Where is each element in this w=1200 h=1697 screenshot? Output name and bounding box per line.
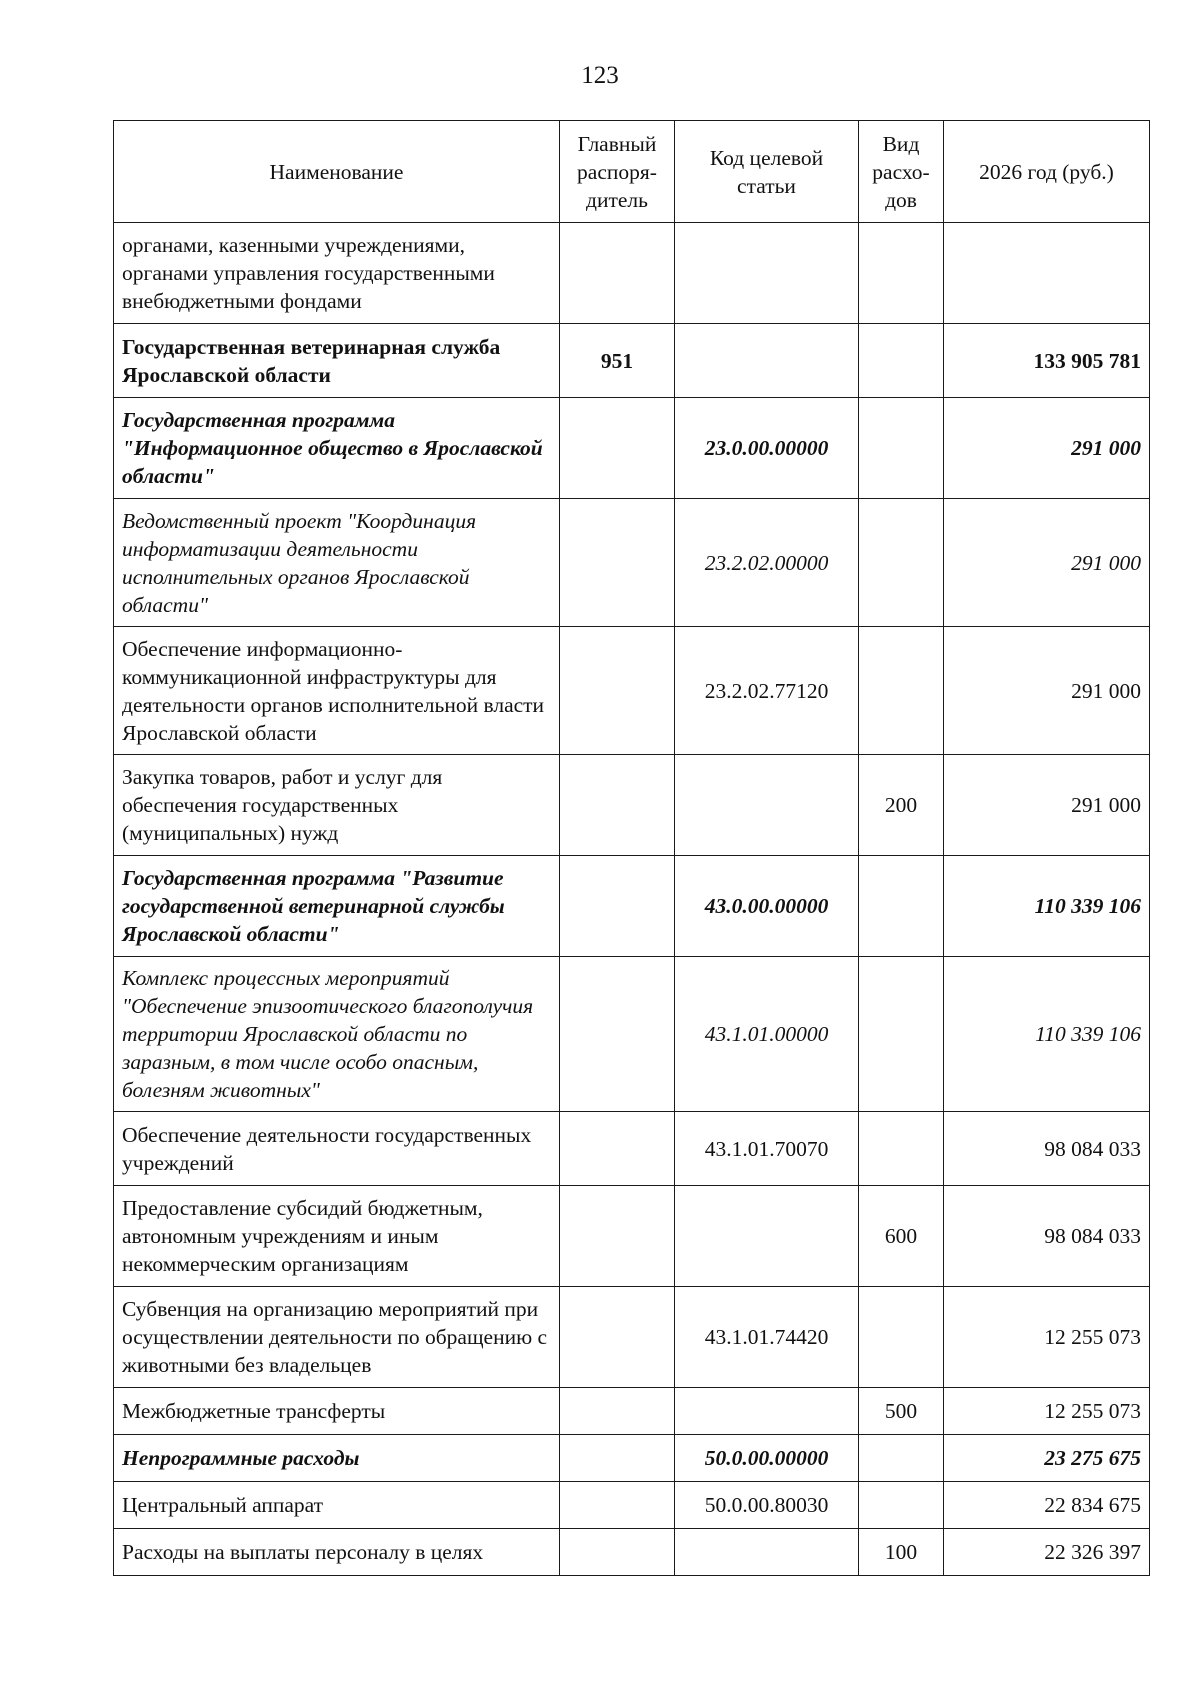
cell-dept: [560, 1435, 675, 1482]
cell-name: Ведомственный проект "Координация информатизации деятельности исполнительных органов Ярославской области": [114, 499, 560, 627]
cell-name: Государственная программа "Информационное общество в Ярославской области": [114, 398, 560, 499]
cell-dept: [560, 1186, 675, 1287]
table-row: [114, 856, 1150, 957]
cell-type: [859, 627, 944, 755]
cell-code: 43.1.01.00000: [675, 957, 859, 1112]
budget-table: [113, 120, 1150, 1576]
cell-code: 23.2.02.00000: [675, 499, 859, 627]
cell-amount: 291 000: [944, 499, 1150, 627]
cell-amount: 23 275 675: [944, 1435, 1150, 1482]
cell-type: [859, 1287, 944, 1388]
cell-amount: 12 255 073: [944, 1287, 1150, 1388]
table-row: [114, 1529, 1150, 1576]
cell-dept: [560, 1112, 675, 1186]
page-number: 123: [581, 62, 619, 89]
cell-name: Закупка товаров, работ и услуг для обеспечения государственных (муниципальных) нужд: [114, 755, 560, 856]
cell-amount: 98 084 033: [944, 1186, 1150, 1287]
cell-amount: 291 000: [944, 627, 1150, 755]
cell-name: Обеспечение информационно-коммуникационной инфраструктуры для деятельности органов исполнительной власти Ярославской области: [114, 627, 560, 755]
cell-code: 50.0.00.00000: [675, 1435, 859, 1482]
cell-code: [675, 1529, 859, 1576]
cell-name: Государственная программа "Развитие государственной ветеринарной службы Ярославской области": [114, 856, 560, 957]
cell-type: [859, 957, 944, 1112]
cell-name: Субвенция на организацию мероприятий при осуществлении деятельности по обращению с животными без владельцев: [114, 1287, 560, 1388]
table-row: [114, 1388, 1150, 1435]
cell-code: [675, 755, 859, 856]
cell-name: Комплекс процессных мероприятий "Обеспечение эпизоотического благополучия территории Ярославской области по заразным, в том числе особо опасным, болезням животных": [114, 957, 560, 1112]
cell-type: 500: [859, 1388, 944, 1435]
cell-type: 100: [859, 1529, 944, 1576]
cell-amount: 22 834 675: [944, 1482, 1150, 1529]
table-row: [114, 1186, 1150, 1287]
table-header-row: [114, 121, 1150, 223]
cell-code: [675, 1388, 859, 1435]
cell-code: 43.0.00.00000: [675, 856, 859, 957]
cell-type: [859, 324, 944, 398]
header-dept: Главный распоря-дитель: [560, 121, 675, 223]
cell-name: Государственная ветеринарная служба Ярославской области: [114, 324, 560, 398]
cell-type: [859, 1112, 944, 1186]
cell-name: Обеспечение деятельности государственных учреждений: [114, 1112, 560, 1186]
cell-name: Расходы на выплаты персоналу в целях: [114, 1529, 560, 1576]
cell-dept: 951: [560, 324, 675, 398]
cell-dept: [560, 627, 675, 755]
table-row: [114, 1287, 1150, 1388]
cell-name: Предоставление субсидий бюджетным, автономным учреждениям и иным некоммерческим организациям: [114, 1186, 560, 1287]
cell-type: [859, 223, 944, 324]
cell-code: 43.1.01.74420: [675, 1287, 859, 1388]
cell-type: [859, 856, 944, 957]
table-row: [114, 223, 1150, 324]
header-name: Наименование: [114, 121, 560, 223]
cell-dept: [560, 223, 675, 324]
table-row: [114, 324, 1150, 398]
cell-dept: [560, 957, 675, 1112]
cell-amount: [944, 223, 1150, 324]
table-row: [114, 755, 1150, 856]
cell-type: 600: [859, 1186, 944, 1287]
table-row: [114, 1482, 1150, 1529]
table-row: [114, 1435, 1150, 1482]
cell-dept: [560, 1482, 675, 1529]
cell-dept: [560, 398, 675, 499]
cell-type: 200: [859, 755, 944, 856]
cell-dept: [560, 499, 675, 627]
cell-amount: 291 000: [944, 398, 1150, 499]
cell-amount: 133 905 781: [944, 324, 1150, 398]
header-type: Вид расхо-дов: [859, 121, 944, 223]
cell-code: 23.0.00.00000: [675, 398, 859, 499]
cell-type: [859, 1435, 944, 1482]
cell-code: 43.1.01.70070: [675, 1112, 859, 1186]
cell-name: органами, казенными учреждениями, органами управления государственными внебюджетными фондами: [114, 223, 560, 324]
cell-amount: 12 255 073: [944, 1388, 1150, 1435]
cell-amount: 110 339 106: [944, 856, 1150, 957]
table-row: [114, 499, 1150, 627]
cell-dept: [560, 1529, 675, 1576]
cell-dept: [560, 1388, 675, 1435]
table-row: [114, 1112, 1150, 1186]
cell-name: Межбюджетные трансферты: [114, 1388, 560, 1435]
cell-type: [859, 499, 944, 627]
table-row: [114, 398, 1150, 499]
header-code: Код целевой статьи: [675, 121, 859, 223]
cell-amount: 110 339 106: [944, 957, 1150, 1112]
cell-amount: 22 326 397: [944, 1529, 1150, 1576]
header-amount: 2026 год (руб.): [944, 121, 1150, 223]
cell-code: [675, 324, 859, 398]
cell-amount: 98 084 033: [944, 1112, 1150, 1186]
cell-type: [859, 1482, 944, 1529]
cell-code: 23.2.02.77120: [675, 627, 859, 755]
table-row: [114, 957, 1150, 1112]
cell-name: Непрограммные расходы: [114, 1435, 560, 1482]
cell-dept: [560, 856, 675, 957]
cell-code: 50.0.00.80030: [675, 1482, 859, 1529]
cell-amount: 291 000: [944, 755, 1150, 856]
cell-dept: [560, 1287, 675, 1388]
cell-code: [675, 1186, 859, 1287]
table-body: [114, 223, 1150, 1576]
cell-type: [859, 398, 944, 499]
cell-code: [675, 223, 859, 324]
cell-name: Центральный аппарат: [114, 1482, 560, 1529]
table-row: [114, 627, 1150, 755]
cell-dept: [560, 755, 675, 856]
